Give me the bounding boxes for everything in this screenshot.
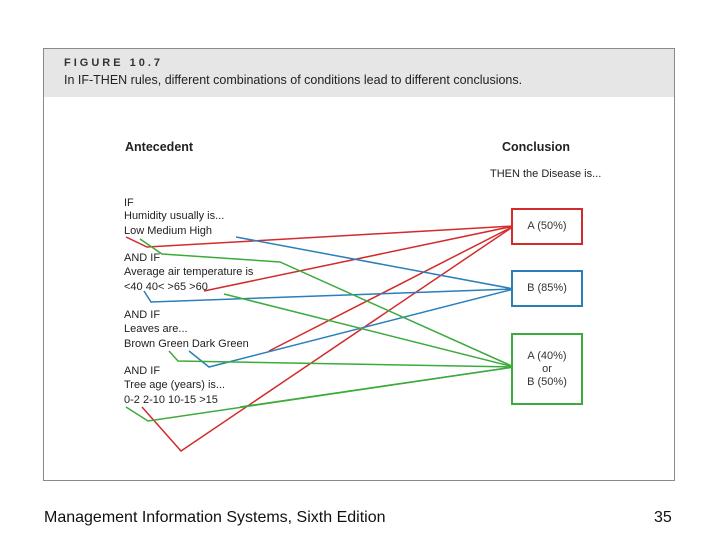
antecedent-options: Brown Green Dark Green <box>124 338 249 350</box>
red-connector-3 <box>269 226 514 351</box>
antecedent-line: AND IF <box>124 252 161 264</box>
antecedent-heading: Antecedent <box>125 140 194 154</box>
conclusion-box-label: B (85%) <box>527 282 567 294</box>
conclusion-subtitle: THEN the Disease is... <box>490 168 602 180</box>
figure-caption: In IF-THEN rules, different combinations of conditions lead to different conclusions. <box>64 73 523 87</box>
conclusion-box-a <box>511 208 583 245</box>
figure-number: FIGURE 10.7 <box>64 57 164 69</box>
antecedent-line: Humidity usually is... <box>124 210 225 222</box>
antecedent-line: Tree age (years) is... <box>124 379 226 391</box>
conclusion-box-label: B (50%) <box>527 375 567 388</box>
green-connector-2 <box>224 294 514 367</box>
green-connector-5 <box>240 367 514 407</box>
antecedent-line: AND IF <box>124 309 161 321</box>
conclusion-box-b <box>511 270 583 307</box>
antecedent-line: Average air temperature is <box>124 266 254 278</box>
conclusion-heading: Conclusion <box>502 140 571 154</box>
page-number: 35 <box>654 509 672 526</box>
antecedent-options: 0-2 2-10 10-15 >15 <box>124 394 218 406</box>
footer-title: Management Information Systems, Sixth Edition <box>44 509 386 526</box>
conclusion-box-label: A (40%) <box>527 349 567 362</box>
antecedent-options: Low Medium High <box>124 225 213 237</box>
antecedent-line: IF <box>124 197 134 209</box>
conclusion-box-a-or-b <box>511 333 583 405</box>
antecedent-line: AND IF <box>124 365 161 377</box>
figure-panel <box>43 48 675 481</box>
conclusion-box-label: A (50%) <box>527 220 567 232</box>
antecedent-options: <40 40< >65 >60 <box>124 281 208 293</box>
blue-connector-1 <box>236 237 514 289</box>
conclusion-box-label: or <box>542 362 552 375</box>
red-connector-2 <box>204 226 514 291</box>
antecedent-line: Leaves are... <box>124 323 188 335</box>
